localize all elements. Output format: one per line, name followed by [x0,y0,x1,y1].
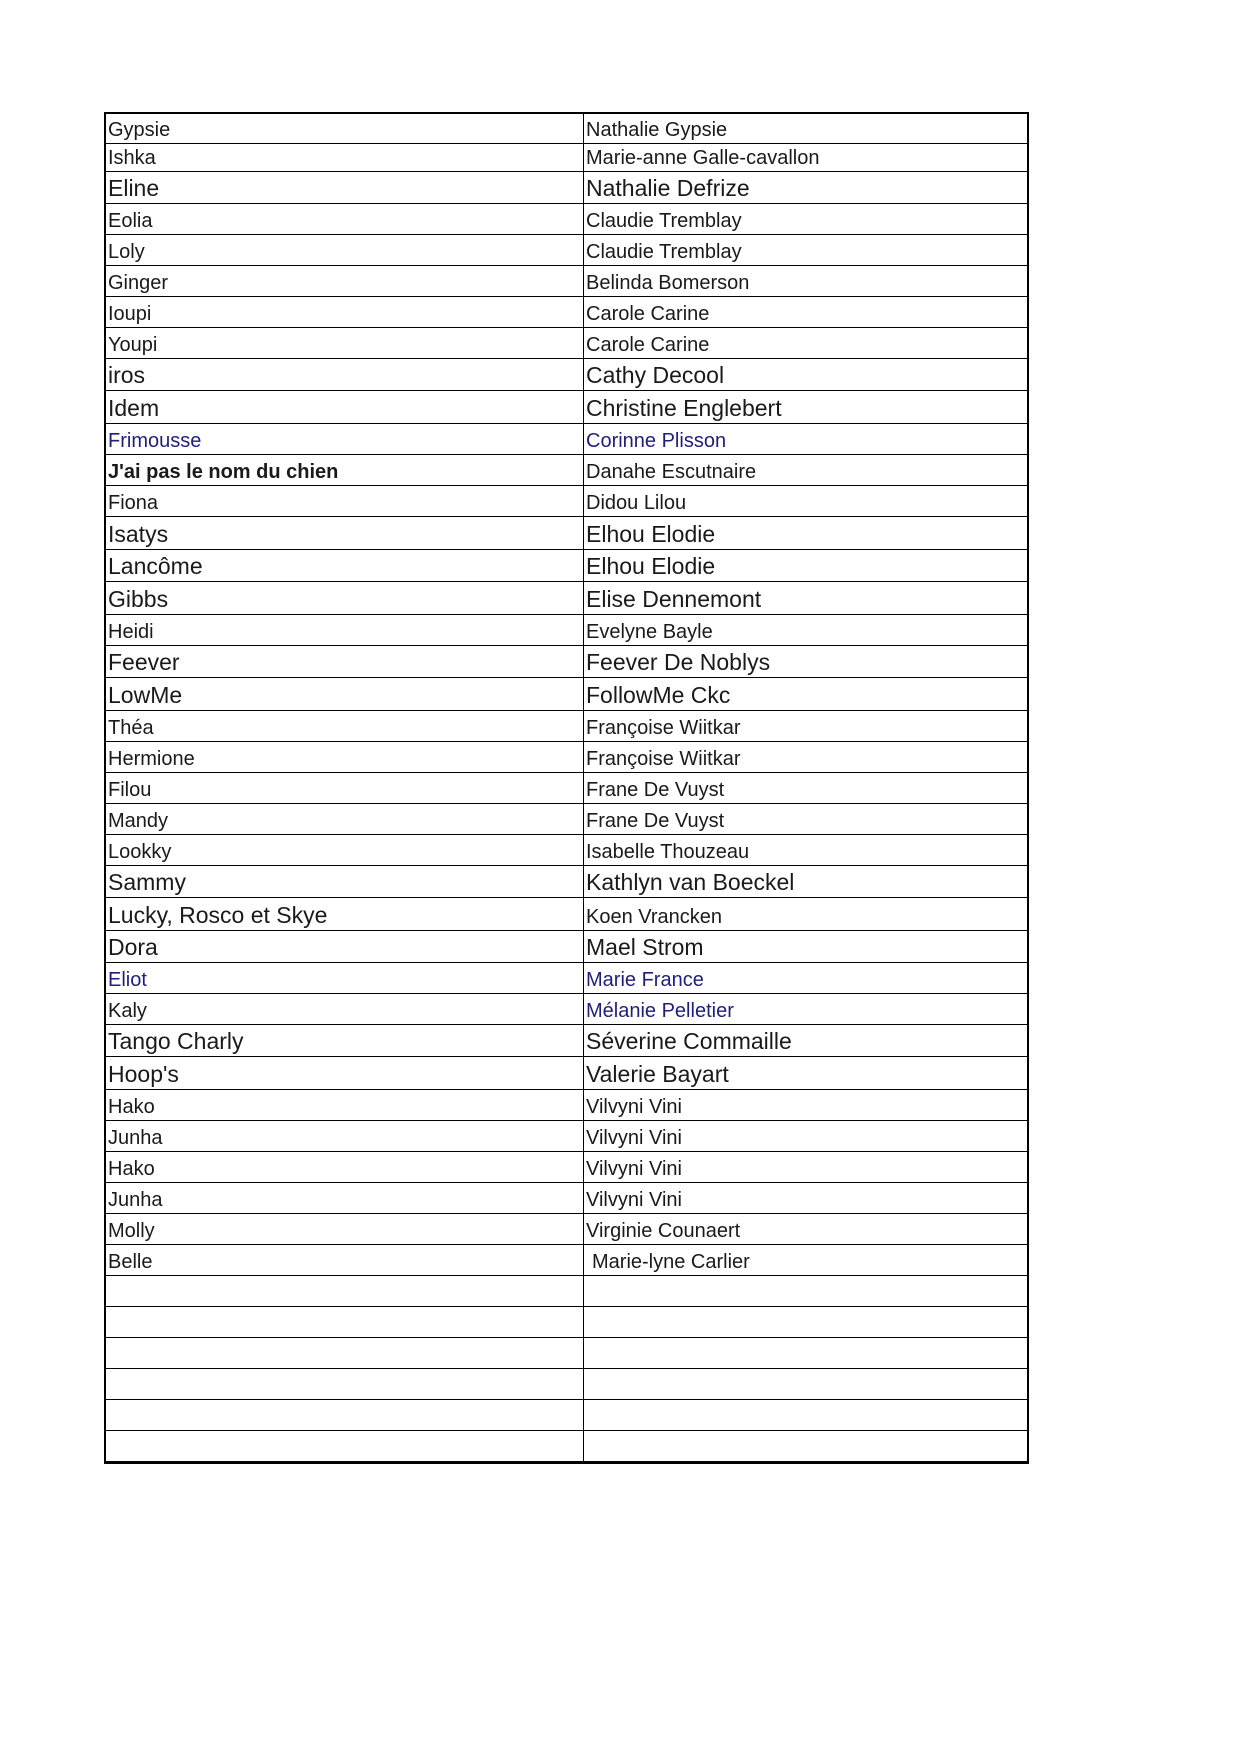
dog-name-cell [106,1307,584,1337]
owner-name-cell: Corinne Plisson [586,430,727,452]
dog-name-cell: Eolia [106,204,584,234]
owner-name-cell: Evelyne Bayle [586,621,713,643]
dog-name-cell: Molly [106,1214,584,1244]
table-row [106,1213,1027,1244]
owner-name-cell: Christine Englebert [586,395,782,421]
dog-name-cell: Kaly [106,994,584,1024]
dog-name-cell: Lancôme [106,550,584,581]
owner-name-cell: Carole Carine [586,303,710,325]
table-row [106,1024,1027,1056]
dog-name-cell: Ginger [106,266,584,296]
owner-name-cell: Frane De Vuyst [586,779,725,801]
owner-name-cell: Carole Carine [586,334,710,356]
owner-name-cell: Vilvyni Vini [586,1158,682,1180]
dog-name-cell: Mandy [106,804,584,834]
owner-name-cell: Elhou Elodie [586,553,716,579]
owner-name-cell: Claudie Tremblay [586,210,742,232]
table-row [106,772,1027,803]
owner-name-cell: Marie France [586,969,704,991]
owner-name-cell: FollowMe Ckc [586,682,731,708]
owner-name-cell [584,1400,1027,1430]
dog-name-cell: Eliot [106,963,584,993]
owner-name-cell: Marie-anne Galle-cavallon [586,147,820,169]
owner-name-cell: Belinda Bomerson [586,272,750,294]
owner-name-cell: Koen Vrancken [586,906,723,928]
table-row [106,677,1027,710]
owner-name-cell [584,1307,1027,1337]
dog-name-cell [106,1369,584,1399]
owner-name-cell: Claudie Tremblay [586,241,742,263]
owner-name-cell [584,1276,1027,1306]
table-row [106,1368,1027,1399]
dog-name-cell: Gypsie [106,114,584,143]
dog-name-cell [106,1338,584,1368]
table-row [106,834,1027,865]
dog-name-cell: Frimousse [106,424,584,454]
table-row [106,549,1027,581]
table-row [106,962,1027,993]
table-row [106,1120,1027,1151]
table-row [106,1306,1027,1337]
dog-name-cell: Gibbs [106,582,584,614]
table-row [106,1089,1027,1120]
table-row [106,358,1027,390]
owner-name-cell: Vilvyni Vini [586,1127,682,1149]
table-row [106,114,1027,143]
owner-name-cell: Valerie Bayart [586,1061,729,1087]
dog-name-cell [106,1276,584,1306]
dog-name-cell [106,1400,584,1430]
dog-name-cell: Ishka [106,144,584,171]
dog-owner-table [104,112,1029,1464]
table-row [106,614,1027,645]
dog-name-cell [106,1431,584,1461]
owner-name-cell: Danahe Escutnaire [586,461,757,483]
table-row [106,865,1027,897]
dog-name-cell: Dora [106,931,584,962]
table-row [106,327,1027,358]
dog-name-cell: Feever [106,646,584,677]
owner-name-cell [584,1369,1027,1399]
table-row [106,1244,1027,1275]
dog-name-cell: Fiona [106,486,584,516]
dog-name-cell: Heidi [106,615,584,645]
owner-name-cell: Séverine Commaille [586,1028,792,1054]
table-row [106,930,1027,962]
owner-name-cell: Feever De Noblys [586,649,771,675]
table-row [106,803,1027,834]
dog-name-cell: Eline [106,172,584,203]
owner-name-cell: Didou Lilou [586,492,687,514]
owner-name-cell: Mael Strom [586,934,704,960]
owner-name-cell: Nathalie Defrize [586,175,750,201]
table-row [106,171,1027,203]
table-row [106,645,1027,677]
table-row [106,741,1027,772]
owner-name-cell: Vilvyni Vini [586,1189,682,1211]
owner-name-cell: Elise Dennemont [586,586,762,612]
table-row [106,143,1027,171]
dog-name-cell: Junha [106,1183,584,1213]
table-row [106,1337,1027,1368]
dog-name-cell: J'ai pas le nom du chien [106,455,584,485]
dog-name-cell: Lucky, Rosco et Skye [106,898,584,930]
dog-name-cell: Théa [106,711,584,741]
table-row [106,1275,1027,1306]
dog-name-cell: Belle [106,1245,584,1275]
owner-name-cell: Elhou Elodie [586,521,716,547]
dog-name-cell: Hermione [106,742,584,772]
dog-name-cell: Ioupi [106,297,584,327]
dog-name-cell: Filou [106,773,584,803]
dog-name-cell: Hako [106,1090,584,1120]
table-row [106,1430,1027,1461]
table-row [106,710,1027,741]
table-row [106,1182,1027,1213]
table-row [106,454,1027,485]
table-row [106,296,1027,327]
table-row [106,485,1027,516]
dog-name-cell: Youpi [106,328,584,358]
table-row [106,234,1027,265]
owner-name-cell: Cathy Decool [586,362,725,388]
dog-name-cell: iros [106,359,584,390]
dog-name-cell: Loly [106,235,584,265]
table-row [106,516,1027,549]
dog-name-cell: Hako [106,1152,584,1182]
owner-name-cell: Kathlyn van Boeckel [586,869,795,895]
owner-name-cell: Virginie Counaert [586,1220,741,1242]
dog-name-cell: Idem [106,391,584,423]
owner-name-cell: Vilvyni Vini [586,1096,682,1118]
table-row [106,423,1027,454]
dog-name-cell: Junha [106,1121,584,1151]
table-row [106,897,1027,930]
owner-name-cell: Frane De Vuyst [586,810,725,832]
dog-name-cell: Lookky [106,835,584,865]
owner-name-cell: Marie-lyne Carlier [592,1251,750,1273]
dog-name-cell: Isatys [106,517,584,549]
owner-name-cell: Françoise Wiitkar [586,717,741,739]
table-row [106,581,1027,614]
dog-name-cell: LowMe [106,678,584,710]
owner-name-cell [584,1338,1027,1368]
table-row [106,993,1027,1024]
table-row [106,265,1027,296]
owner-name-cell: Mélanie Pelletier [586,1000,734,1022]
dog-name-cell: Sammy [106,866,584,897]
owner-name-cell: Françoise Wiitkar [586,748,741,770]
table-row [106,203,1027,234]
dog-name-cell: Hoop's [106,1057,584,1089]
owner-name-cell: Nathalie Gypsie [586,119,728,141]
table-row [106,1056,1027,1089]
table-row [106,1399,1027,1430]
owner-name-cell: Isabelle Thouzeau [586,841,750,863]
table-row [106,1151,1027,1182]
dog-name-cell: Tango Charly [106,1025,584,1056]
table-row [106,390,1027,423]
owner-name-cell [584,1431,1027,1461]
